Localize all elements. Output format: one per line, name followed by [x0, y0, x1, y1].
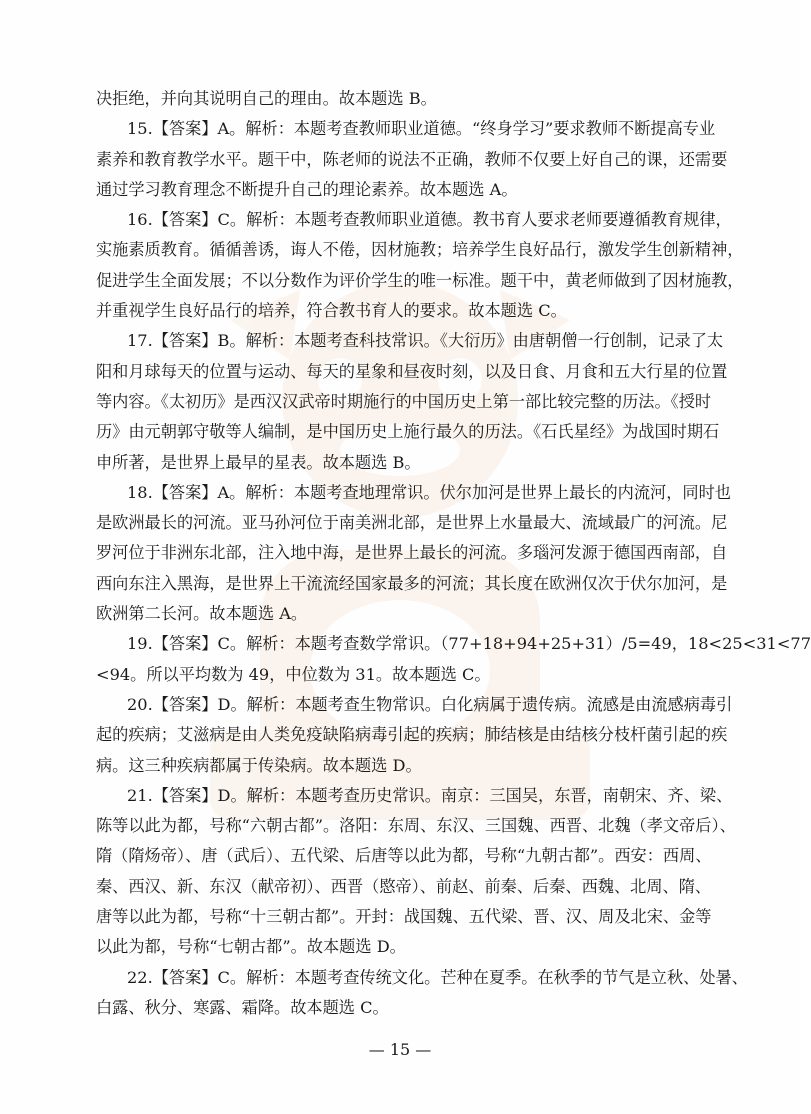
text-line: 实施素质教育。循循善诱，诲人不倦，因材施教；培养学生良好品行，激发学生创新精神， [96, 240, 744, 260]
text-line: 21.【答案】D。解析：本题考查历史常识。南京：三国吴，东晋，南朝宋、齐、梁、 [127, 785, 733, 805]
text-line: 罗河位于非洲东北部，注入地中海，是世界上最长的河流。多瑙河发源于德国西南部，自 [96, 543, 728, 563]
text-line: 历》由元朝郭守敬等人编制，是中国历史上施行最久的历法。《石氏星经》为战国时期石 [96, 422, 720, 442]
paragraph-q19 [96, 629, 811, 690]
text-line: 17.【答案】B。解析：本题考查科技常识。《大衍历》由唐朝僧一行创制，记录了太 [127, 331, 724, 351]
text-line: 通过学习教育理念不断提升自己的理论素养。故本题选 A。 [96, 179, 518, 199]
paragraph-q15 [96, 114, 728, 205]
text-line: 陈等以此为都，号称“六朝古都”。洛阳：东周、东汉、三国魏、西晋、北魏（孝文帝后）、 [96, 816, 736, 836]
text-line: 16.【答案】C。解析：本题考查教师职业道德。教书育人要求老师要遵循教育规律， [127, 210, 732, 230]
text-line: 欧洲第二长河。故本题选 A。 [96, 604, 308, 624]
paragraph-q16 [96, 205, 744, 326]
paragraph-q22 [96, 963, 748, 1024]
text-line: 19.【答案】C。解析：本题考查数学常识。（77+18+94+25+31）/5=49，18<25<31<77 [127, 634, 811, 654]
text-line: 以此为都，号称“七朝古都”。故本题选 D。 [96, 937, 406, 957]
text-line: 决拒绝，并向其说明自己的理由。故本题选 B。 [96, 89, 437, 108]
text-line: 起的疾病；艾滋病是由人类免疫缺陷病毒引起的疾病；肺结核是由结核分枝杆菌引起的疾 [96, 725, 728, 745]
text-line: 是欧洲最长的河流。亚马孙河位于南美洲北部，是世界上水量最大、流域最广的河流。尼 [96, 513, 728, 533]
text-line: 等内容。《太初历》是西汉汉武帝时期施行的中国历史上第一部比较完整的历法。《授时 [96, 391, 712, 411]
text-line: 西向东注入黑海，是世界上干流流经国家最多的河流；其长度在欧洲仅次于伏尔加河，是 [96, 573, 728, 593]
paragraph-q20 [96, 690, 733, 781]
text-line: 白露、秋分、寒露、霜降。故本题选 C。 [96, 997, 389, 1017]
text-line: 20.【答案】D。解析：本题考查生物常识。白化病属于遗传病。流感是由流感病毒引 [127, 694, 733, 714]
paragraph-q17 [96, 326, 728, 477]
text-line: 申所著，是世界上最早的星表。故本题选 B。 [96, 452, 421, 472]
text-line: 秦、西汉、新、东汉（献帝初）、西晋（愍帝）、前赵、前秦、后秦、西魏、北周、隋、 [96, 876, 712, 896]
text-line: 素养和教育教学水平。题干中，陈老师的说法不正确，教师不仅要上好自己的课，还需要 [96, 149, 728, 169]
text-line: 18.【答案】A。解析：本题考查地理常识。伏尔加河是世界上最长的内流河，同时也 [127, 482, 731, 502]
text-line: 唐等以此为都，号称“十三朝古都”。开封：战国魏、五代梁、晋、汉、周及北宋、金等 [96, 907, 712, 927]
text-line: 22.【答案】C。解析：本题考查传统文化。芒种在夏季。在秋季的节气是立秋、处暑、 [127, 967, 748, 987]
paragraph-q14-tail [96, 84, 712, 114]
text-line: 并重视学生良好品行的培养，符合教书育人的要求。故本题选 C。 [96, 301, 567, 321]
text-line: 促进学生全面发展；不以分数作为评价学生的唯一标准。题干中，黄老师做到了因材施教， [96, 270, 744, 290]
text-line: 15.【答案】A。解析：本题考查教师职业道德。“终身学习”要求教师不断提高专业 [127, 119, 716, 139]
text-line: 隋（隋炀帝）、唐（武后）、五代梁、后唐等以此为都，号称“九朝古都”。西安：西周、 [96, 846, 712, 866]
answer-explanations [96, 84, 811, 1023]
text-line: 病。这三种疾病都属于传染病。故本题选 D。 [96, 755, 422, 775]
text-line: 阳和月球每天的位置与运动、每天的星象和昼夜时刻，以及日食、月食和五大行星的位置 [96, 361, 728, 381]
paragraph-q21 [96, 781, 736, 963]
text-line: <94。所以平均数为 49，中位数为 31。故本题选 C。 [96, 664, 491, 684]
paragraph-q18 [96, 478, 731, 629]
page-number: — 15 — [368, 1040, 432, 1059]
